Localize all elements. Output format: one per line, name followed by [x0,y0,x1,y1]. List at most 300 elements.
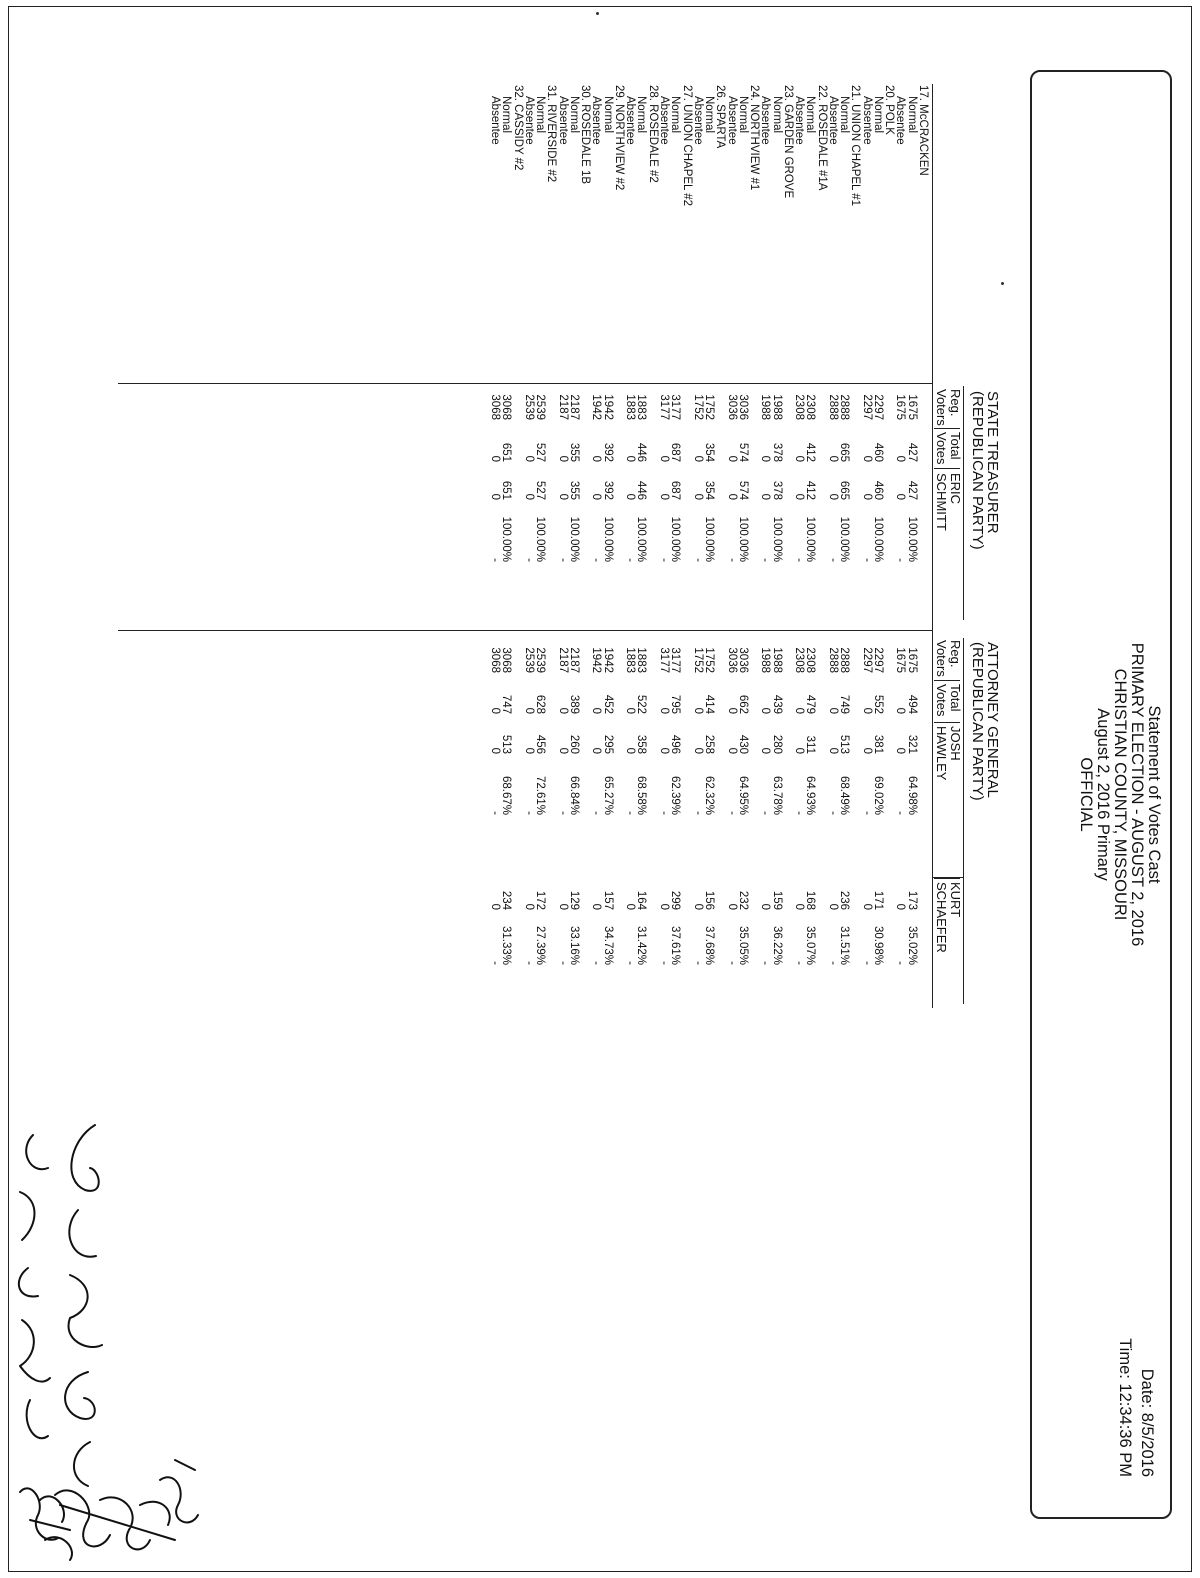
table-cell: 527 [534,442,547,462]
table-cell: 100.00% [871,516,884,562]
vote-type-label: Absentee [556,96,569,145]
table-cell: 2888 [826,394,839,420]
table-cell: 0 [826,747,839,754]
table-cell: - [522,961,535,965]
table-cell: 2297 [860,647,873,673]
treasurer-voters-header: Voters [934,389,949,426]
table-cell: 1942 [601,647,614,673]
table-cell: 452 [601,694,614,714]
vote-type-label: Normal [838,96,851,134]
table-cell: 0 [793,493,806,500]
table-cell: 280 [770,734,783,754]
table-cell: - [725,811,738,815]
table-cell: 354 [703,480,716,500]
table-cell: 446 [635,442,648,462]
table-cell: 1883 [624,647,637,673]
table-cell: 1752 [703,647,716,673]
table-cell: 0 [894,707,907,714]
primary-name: August 2, 2016 Primary [1094,708,1112,881]
vote-type-label: Absentee [826,96,839,145]
ag-title: ATTORNEY GENERAL [984,642,1001,798]
table-cell: 172 [534,890,547,910]
signature-1 [65,1125,102,1486]
table-cell: 460 [871,480,884,500]
table-cell: 552 [871,694,884,714]
table-cell: 0 [691,455,704,462]
table-cell: 260 [567,734,580,754]
table-cell: - [489,961,502,965]
table-cell: 173 [905,890,918,910]
table-cell: 665 [838,442,851,462]
table-cell: 0 [759,747,772,754]
vote-type-label: Absentee [725,96,738,145]
table-cell: 100.00% [567,516,580,562]
table-cell: 513 [500,734,513,754]
table-cell: 33.16% [567,925,580,965]
precinct-name: 29. NORTHVIEW #2 [612,85,625,191]
table-cell: - [793,558,806,562]
candidate-schaefer-first: KURT [948,882,963,918]
report-title: Statement of Votes Cast [1145,705,1163,884]
table-cell: 0 [691,493,704,500]
table-cell: 35.07% [804,925,817,965]
table-cell: 0 [826,455,839,462]
table-cell: 1942 [601,394,614,420]
table-cell: 687 [669,480,682,500]
table-cell: 258 [703,734,716,754]
table-cell: - [759,961,772,965]
table-cell: 100.00% [838,516,851,562]
table-cell: 1942 [590,647,603,673]
table-cell: - [691,811,704,815]
table-cell: 2187 [556,647,569,673]
table-cell: 747 [500,694,513,714]
table-cell: 456 [534,734,547,754]
table-cell: - [793,811,806,815]
table-cell: 2888 [838,394,851,420]
candidate-hawley-first: JOSH [948,726,963,761]
county-name: CHRISTIAN COUNTY, MISSOURI [1111,668,1129,921]
table-cell: - [691,961,704,965]
table-cell: 3177 [669,394,682,420]
table-cell: 513 [838,734,851,754]
table-cell: 522 [635,694,648,714]
table-cell: 427 [905,442,918,462]
table-cell: 2308 [793,394,806,420]
table-cell: 355 [567,480,580,500]
table-cell: 0 [624,903,637,910]
table-cell: 0 [522,747,535,754]
table-cell: 168 [804,890,817,910]
table-cell: 0 [624,455,637,462]
table-cell: 0 [590,747,603,754]
table-cell: 389 [567,694,580,714]
table-cell: 2308 [793,647,806,673]
table-cell: - [894,811,907,815]
table-cell: 0 [860,707,873,714]
precinct-name: 31. RIVERSIDE #2 [545,85,558,183]
table-cell: 0 [860,455,873,462]
table-cell: 0 [759,903,772,910]
table-cell: 378 [770,480,783,500]
table-cell: 2308 [804,394,817,420]
table-cell: - [691,558,704,562]
table-cell: 412 [804,480,817,500]
table-cell: 35.05% [736,925,749,965]
table-cell: 0 [624,747,637,754]
treasurer-reg-header: Reg. [948,389,963,417]
table-cell: 427 [905,480,918,500]
vote-type-label: Normal [703,96,716,134]
table-cell: - [624,961,637,965]
table-cell: - [658,961,671,965]
table-cell: 31.42% [635,925,648,965]
vote-type-label: Normal [601,96,614,134]
table-cell: 100.00% [736,516,749,562]
table-cell: 1752 [691,394,704,420]
table-cell: 2187 [556,394,569,420]
table-cell: 0 [860,747,873,754]
table-cell: 1942 [590,394,603,420]
table-cell: - [624,811,637,815]
signature-3 [55,1460,198,1549]
table-cell: - [556,811,569,815]
table-cell: 100.00% [804,516,817,562]
table-cell: - [860,558,873,562]
table-cell: 100.00% [703,516,716,562]
vote-type-label: Normal [804,96,817,134]
vote-type-label: Absentee [590,96,603,145]
table-cell: 1675 [894,647,907,673]
signature-2 [19,1135,50,1438]
vote-type-label: Normal [871,96,884,134]
table-cell: 2539 [522,647,535,673]
table-cell: 3036 [736,647,749,673]
vote-type-label: Normal [635,96,648,134]
vote-type-label: Absentee [658,96,671,145]
candidate-hawley-last: HAWLEY [934,726,949,781]
table-cell: 69.02% [871,775,884,815]
table-cell: - [826,558,839,562]
table-cell: 0 [522,707,535,714]
table-cell: 354 [703,442,716,462]
table-cell: - [522,811,535,815]
table-cell: 0 [522,493,535,500]
table-cell: 0 [556,493,569,500]
table-cell: 299 [669,890,682,910]
election-name: PRIMARY ELECTION - AUGUST 2, 2016 [1128,642,1146,947]
table-cell: 3036 [736,394,749,420]
table-cell: - [725,558,738,562]
table-cell: 1988 [770,394,783,420]
table-cell: 0 [894,903,907,910]
vote-type-label: Normal [534,96,547,134]
table-cell: 412 [804,442,817,462]
table-cell: 0 [522,455,535,462]
table-cell: 100.00% [669,516,682,562]
vote-type-label: Absentee [860,96,873,145]
table-cell: 749 [838,694,851,714]
table-cell: 0 [793,455,806,462]
table-cell: 574 [736,442,749,462]
table-cell: 63.78% [770,775,783,815]
table-cell: 494 [905,694,918,714]
table-cell: 0 [759,455,772,462]
table-cell: 3177 [658,394,671,420]
table-cell: 100.00% [905,516,918,562]
table-cell: 1752 [691,647,704,673]
precinct-name: 27. UNION CHAPEL #2 [680,85,693,207]
table-cell: 156 [703,890,716,910]
table-cell: 0 [725,903,738,910]
table-cell: 68.67% [500,775,513,815]
table-cell: 1675 [905,394,918,420]
candidate-schmitt-last: SCHMITT [934,473,949,531]
table-cell: - [860,961,873,965]
table-cell: 0 [725,455,738,462]
table-cell: 0 [658,455,671,462]
table-cell: 0 [489,707,502,714]
table-cell: 3068 [500,394,513,420]
table-cell: 2187 [567,647,580,673]
table-cell: 2297 [871,394,884,420]
table-cell: 62.32% [703,775,716,815]
table-cell: 0 [860,903,873,910]
table-cell: - [489,811,502,815]
table-cell: 232 [736,890,749,910]
table-cell: 0 [691,747,704,754]
table-cell: 496 [669,734,682,754]
table-cell: 392 [601,480,614,500]
table-cell: 37.61% [669,925,682,965]
signature-4 [20,1488,72,1560]
table-cell: 236 [838,890,851,910]
table-cell: 65.27% [601,775,614,815]
table-cell: - [826,811,839,815]
table-cell: 64.93% [804,775,817,815]
table-cell: 0 [658,493,671,500]
table-cell: 159 [770,890,783,910]
table-cell: 0 [658,707,671,714]
table-cell: 3068 [500,647,513,673]
precinct-name: 20. POLK [883,85,896,135]
table-cell: 1883 [635,394,648,420]
table-cell: 64.95% [736,775,749,815]
table-cell: 164 [635,890,648,910]
table-cell: 0 [624,707,637,714]
vote-type-label: Absentee [759,96,772,145]
table-cell: 30.98% [871,925,884,965]
table-cell: 3036 [725,394,738,420]
table-cell: 574 [736,480,749,500]
table-cell: 392 [601,442,614,462]
table-cell: 2539 [534,647,547,673]
table-cell: 1675 [905,647,918,673]
candidate-schaefer-last: SCHAEFER [934,882,949,953]
table-cell: 0 [489,455,502,462]
table-cell: 3068 [489,647,502,673]
report-time: Time: 12:34:36 PM [1116,1338,1134,1477]
table-cell: 68.49% [838,775,851,815]
table-cell: - [759,558,772,562]
table-cell: 66.84% [567,775,580,815]
vote-type-label: Normal [669,96,682,134]
table-cell: 129 [567,890,580,910]
table-cell: 0 [826,903,839,910]
table-cell: - [793,961,806,965]
table-cell: - [522,558,535,562]
table-cell: 2297 [871,647,884,673]
table-cell: - [590,961,603,965]
table-cell: - [590,811,603,815]
table-cell: 2888 [838,647,851,673]
table-cell: 311 [804,735,817,754]
table-cell: 1988 [759,394,772,420]
table-cell: - [894,961,907,965]
table-cell: 1883 [635,647,648,673]
table-cell: 0 [894,493,907,500]
vote-type-label: Normal [905,96,918,134]
table-cell: - [658,811,671,815]
precinct-name: 32. CASSIDY #2 [511,85,524,171]
vote-type-label: Absentee [489,96,502,145]
vote-type-label: Absentee [691,96,704,145]
table-cell: 628 [534,694,547,714]
precinct-name: 22. ROSEDALE #1A [815,85,828,191]
table-cell: - [556,961,569,965]
table-cell: 0 [658,747,671,754]
table-cell: 0 [590,493,603,500]
table-cell: 2539 [534,394,547,420]
table-cell: - [658,558,671,562]
table-cell: 3036 [725,647,738,673]
table-cell: 0 [793,707,806,714]
table-cell: 0 [759,707,772,714]
ag-party: (REPUBLICAN PARTY) [969,642,986,801]
table-cell: 0 [556,455,569,462]
table-cell: 31.33% [500,925,513,965]
table-cell: 36.22% [770,925,783,965]
vote-type-label: Absentee [624,96,637,145]
table-cell: 439 [770,694,783,714]
table-cell: 3177 [658,647,671,673]
table-cell: 665 [838,480,851,500]
table-cell: 0 [624,493,637,500]
table-cell: 0 [826,493,839,500]
table-cell: 234 [500,890,513,910]
table-cell: 0 [793,747,806,754]
precinct-name: 23. GARDEN GROVE [781,85,794,199]
table-cell: 2888 [826,647,839,673]
precinct-name: 30. ROSEDALE 1B [579,85,592,185]
table-cell: 527 [534,480,547,500]
table-cell: 34.73% [601,925,614,965]
table-cell: 0 [489,903,502,910]
table-cell: 0 [860,493,873,500]
candidate-schmitt-first: ERIC [948,473,963,505]
vote-type-label: Normal [567,96,580,134]
vote-type-label: Absentee [894,96,907,145]
table-cell: 358 [635,734,648,754]
table-cell: - [894,558,907,562]
precinct-name: 24. NORTHVIEW #1 [748,85,761,191]
table-cell: 687 [669,442,682,462]
table-cell: - [624,558,637,562]
table-cell: 2187 [567,394,580,420]
table-cell: 2539 [522,394,535,420]
table-cell: - [556,558,569,562]
precinct-name: 28. ROSEDALE #2 [646,85,659,183]
vote-type-label: Normal [500,96,513,134]
table-cell: 100.00% [601,516,614,562]
ag-voters-header: Voters [934,640,949,677]
ag-total-header: Total [948,684,963,712]
report-date: Date: 8/5/2016 [1138,1368,1156,1477]
table-cell: 2297 [860,394,873,420]
vote-type-label: Normal [736,96,749,134]
table-cell: 72.61% [534,775,547,815]
table-cell: 0 [725,707,738,714]
table-cell: 0 [725,493,738,500]
table-cell: 2308 [804,647,817,673]
table-cell: 378 [770,442,783,462]
treasurer-votes-header: Votes [934,432,949,465]
treasurer-party: (REPUBLICAN PARTY) [969,391,986,550]
table-cell: 0 [894,455,907,462]
table-cell: 651 [500,442,513,462]
table-cell: 381 [871,734,884,754]
table-cell: 100.00% [500,516,513,562]
table-cell: 171 [871,890,884,910]
ag-votes-header: Votes [934,684,949,717]
table-cell: - [725,961,738,965]
ag-reg-header: Reg. [948,640,963,668]
table-cell: 0 [826,707,839,714]
table-cell: 0 [725,747,738,754]
table-cell: - [489,558,502,562]
table-cell: 651 [500,480,513,500]
table-cell: 355 [567,442,580,462]
table-cell: 0 [894,747,907,754]
table-cell: 295 [601,734,614,754]
table-cell: 0 [691,903,704,910]
precinct-name: 26. SPARTA [714,85,727,149]
table-cell: 0 [590,707,603,714]
table-cell: 0 [556,903,569,910]
table-cell: 0 [556,707,569,714]
table-cell: 0 [489,747,502,754]
table-cell: 0 [658,903,671,910]
table-cell: 0 [522,903,535,910]
table-cell: 0 [556,747,569,754]
table-cell: 430 [736,734,749,754]
table-cell: 1752 [703,394,716,420]
table-cell: - [759,811,772,815]
official-label: OFFICIAL [1077,757,1095,832]
table-cell: 68.58% [635,775,648,815]
vote-type-label: Normal [770,96,783,134]
vote-type-label: Absentee [793,96,806,145]
table-cell: 62.39% [669,775,682,815]
table-cell: 0 [793,903,806,910]
table-cell: 157 [601,890,614,910]
table-cell: 0 [691,707,704,714]
table-cell: 27.39% [534,925,547,965]
table-cell: - [860,811,873,815]
precinct-name: 17. McCRACKEN [917,85,929,176]
precinct-name: 21. UNION CHAPEL #1 [849,85,862,207]
treasurer-title: STATE TREASURER [984,391,1001,534]
